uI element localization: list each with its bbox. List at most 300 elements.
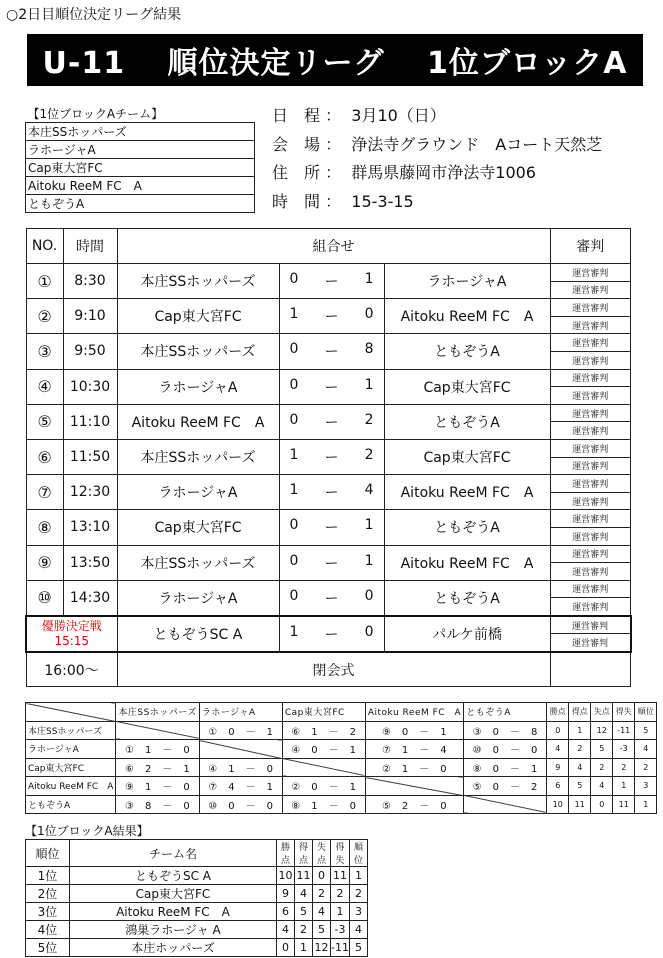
referee-label: 運営審判: [571, 639, 608, 650]
league-result-cell: ⑧ 1 － 0: [282, 795, 365, 814]
match-number: ④: [26, 369, 63, 404]
home-team: 本庄SSホッパーズ: [117, 334, 279, 369]
league-stat-cell: 2: [635, 758, 657, 777]
score-values: [280, 341, 384, 361]
final-label-text: [27, 619, 117, 649]
results-header-stat: 勝点: [277, 840, 295, 867]
away-score: 4: [364, 482, 374, 499]
results-team: 本庄ホッパーズ: [70, 939, 277, 957]
referee-label: 運営審判: [572, 356, 609, 367]
home-score: 1: [289, 447, 299, 464]
results-stat: 5: [313, 921, 331, 939]
league-result-cell: ⑨ 0 － 1: [365, 721, 463, 740]
match-number: ⑧: [26, 510, 63, 545]
referee-cell: [550, 404, 631, 439]
league-stat-cell: 0: [591, 795, 613, 814]
referee-label: 運営審判: [551, 264, 631, 282]
referee-box: [551, 475, 631, 509]
league-row: [26, 795, 657, 814]
away-team: ともぞうA: [384, 580, 550, 616]
home-team: ラホージャA: [117, 369, 279, 404]
home-team: 本庄SSホッパーズ: [117, 439, 279, 474]
info-date: 日 程 ： 3月10（日）: [272, 106, 446, 125]
closing-empty: [550, 652, 631, 687]
score-values: [280, 517, 384, 537]
final-title: 優勝決定戦: [41, 618, 102, 633]
home-score: 0: [289, 552, 299, 569]
league-row-team: ともぞうA: [26, 795, 116, 814]
results-rank: 3位: [26, 903, 70, 921]
schedule-header-time: 時間: [63, 229, 117, 264]
score-separator: ー: [324, 379, 339, 396]
league-stat-cell: -3: [613, 740, 635, 759]
final-match-row: [26, 616, 631, 652]
referee-cell: [550, 510, 631, 545]
match-score: [279, 510, 384, 545]
away-team: ともぞうA: [384, 404, 550, 439]
referee-box: [551, 510, 631, 544]
score-values: [280, 447, 384, 467]
league-stat-cell: 4: [547, 740, 569, 759]
info-address: 住 所 ： 群馬県藤岡市浄法寺1006: [272, 163, 536, 182]
score-values: [280, 482, 384, 502]
results-stat: -11: [331, 939, 350, 957]
league-self-cell: [199, 740, 282, 759]
score-values: [280, 377, 384, 397]
league-result-cell: ① 0 － 1: [199, 721, 282, 740]
league-stat-cell: 5: [635, 721, 657, 740]
home-score: 0: [289, 587, 299, 604]
match-time: 12:30: [63, 475, 117, 510]
match-number: ⑦: [26, 475, 63, 510]
league-stat-header: 得失: [613, 703, 635, 722]
match-score: [279, 616, 384, 652]
league-stat-cell: 4: [591, 777, 613, 796]
referee-cell: [550, 334, 631, 369]
results-stat: 6: [277, 903, 295, 921]
results-stat: 2: [331, 885, 350, 903]
referee-cell: [550, 439, 631, 474]
league-result-cell: ⑨ 1 － 0: [116, 777, 199, 796]
results-stat: 4: [349, 921, 367, 939]
league-result-cell: ② 0 － 1: [282, 777, 365, 796]
page-title: ○2日目順位決定リーグ結果: [6, 7, 182, 23]
league-stat-cell: 1: [635, 795, 657, 814]
away-score: 2: [364, 411, 374, 428]
score-separator: ー: [324, 590, 339, 607]
league-stat-cell: 5: [591, 740, 613, 759]
away-team: ラホージャA: [384, 264, 550, 299]
referee-box: [551, 617, 630, 651]
league-stat-header: 得点: [569, 703, 591, 722]
results-stat: 1: [295, 939, 313, 957]
match-row: [26, 545, 631, 580]
match-number: ⑤: [26, 404, 63, 439]
results-header-team: チーム名: [70, 840, 277, 867]
results-stat: 11: [331, 867, 350, 885]
match-time: 13:50: [63, 545, 117, 580]
home-team: ともぞうSC A: [117, 616, 279, 652]
away-team: Cap東大宮FC: [384, 369, 550, 404]
results-stat: 2: [349, 885, 367, 903]
home-team: 本庄SSホッパーズ: [117, 545, 279, 580]
results-team: Aitoku ReeM FC A: [70, 903, 277, 921]
away-team: Aitoku ReeM FC A: [384, 545, 550, 580]
match-time: 11:10: [63, 404, 117, 439]
league-team-header: Cap東大宮FC: [282, 703, 365, 722]
match-score: [279, 475, 384, 510]
referee-label: 運営審判: [572, 321, 609, 332]
schedule-table: [25, 228, 632, 687]
referee-label: 運営審判: [551, 299, 631, 317]
results-header-stat: 得失: [331, 840, 350, 867]
results-stat: 1: [331, 903, 350, 921]
final-time: 15:15: [54, 633, 90, 648]
referee-box: [551, 581, 631, 615]
score-separator: ー: [324, 309, 339, 326]
league-team-header: ともぞうA: [464, 703, 547, 722]
league-result-cell: ⑧ 0 － 1: [464, 758, 547, 777]
closing-row: [26, 652, 631, 687]
match-time: 9:50: [63, 334, 117, 369]
home-team: Aitoku ReeM FC A: [117, 404, 279, 439]
league-result-cell: ⑤ 2 － 0: [365, 795, 463, 814]
score-values: [280, 553, 384, 573]
away-team: パルケ前橋: [384, 616, 550, 652]
team-list-item: Aitoku ReeM FC A: [26, 177, 255, 195]
results-table: [25, 839, 368, 957]
league-team-header: Aitoku ReeM FC A: [365, 703, 463, 722]
league-self-cell: [116, 721, 199, 740]
referee-label: 運営審判: [551, 617, 630, 635]
referee-label: 運営審判: [551, 475, 631, 493]
league-result-cell: ③ 8 － 0: [116, 795, 199, 814]
info-time: 時 間 ： 15-3-15: [272, 191, 414, 211]
league-stat-cell: 6: [547, 777, 569, 796]
match-row: [26, 475, 631, 510]
results-rank: 4位: [26, 921, 70, 939]
match-score: [279, 264, 384, 299]
results-row: [26, 903, 368, 921]
score-values: [280, 624, 384, 644]
score-separator: ー: [324, 450, 339, 467]
referee-box: [551, 299, 631, 333]
league-stat-cell: 4: [635, 740, 657, 759]
match-row: [26, 439, 631, 474]
league-row-team: 本庄SSホッパーズ: [26, 721, 116, 740]
home-team: 本庄SSホッパーズ: [117, 264, 279, 299]
results-stat: 3: [349, 903, 367, 921]
event-info: [272, 102, 602, 216]
match-score: [279, 334, 384, 369]
referee-label: 運営審判: [572, 427, 609, 438]
teams-box: [25, 104, 255, 213]
away-score: 0: [364, 587, 374, 604]
results-row: [26, 939, 368, 957]
score-separator: ー: [324, 520, 339, 537]
referee-cell: [550, 545, 631, 580]
referee-label: 運営審判: [572, 462, 609, 473]
league-row: [26, 777, 657, 796]
home-score: 1: [289, 306, 299, 323]
away-score: 1: [364, 552, 374, 569]
league-row-team: Aitoku ReeM FC A: [26, 777, 116, 796]
results-row: [26, 885, 368, 903]
results-caption: 【1位ブロックA結果】: [25, 824, 149, 838]
referee-box: [551, 334, 631, 368]
away-score: 8: [364, 341, 374, 358]
away-score: 1: [364, 517, 374, 534]
referee-label: 運営審判: [572, 391, 609, 402]
referee-label: 運営審判: [551, 440, 631, 458]
results-header-rank: 順位: [26, 840, 70, 867]
away-score: 1: [364, 376, 374, 393]
home-score: 1: [289, 623, 299, 640]
results-stat: 11: [295, 867, 313, 885]
referee-cell: [550, 369, 631, 404]
referee-cell: [550, 475, 631, 510]
match-number: ⑨: [26, 545, 63, 580]
league-stat-header: 順位: [635, 703, 657, 722]
team-list-item: ともぞうA: [26, 195, 255, 213]
referee-label: 運営審判: [551, 405, 631, 423]
league-stat-cell: 12: [591, 721, 613, 740]
schedule-header-no: NO.: [26, 229, 63, 264]
home-score: 0: [289, 517, 299, 534]
match-time: 14:30: [63, 580, 117, 616]
match-row: [26, 299, 631, 334]
league-stat-cell: 11: [613, 795, 635, 814]
team-list-item: 本庄SSホッパーズ: [26, 123, 255, 141]
referee-label: 運営審判: [572, 567, 609, 578]
closing-time: 16:00～: [26, 652, 117, 687]
referee-label: 運営審判: [551, 370, 631, 388]
league-row: [26, 721, 657, 740]
referee-cell: [550, 580, 631, 616]
away-score: 2: [364, 447, 374, 464]
referee-box: [551, 405, 631, 439]
referee-cell: [550, 299, 631, 334]
home-score: 1: [289, 482, 299, 499]
match-time: 11:50: [63, 439, 117, 474]
referee-box: [551, 264, 631, 298]
results-header-row: [26, 840, 368, 867]
score-values: [280, 306, 384, 326]
league-stat-header: 失点: [591, 703, 613, 722]
league-self-cell: [282, 758, 365, 777]
info-venue: 会 場 ： 浄法寺グラウンド Aコート天然芝: [272, 134, 603, 154]
teams-box-caption: 【1位ブロックAチーム】: [27, 106, 164, 121]
results-stat: 9: [277, 885, 295, 903]
results-team: Cap東大宮FC: [70, 885, 277, 903]
closing-label: 閉会式: [117, 652, 550, 687]
match-number: ⑩: [26, 580, 63, 616]
referee-label: 運営審判: [551, 546, 631, 564]
match-time: 10:30: [63, 369, 117, 404]
score-separator: ー: [324, 274, 339, 291]
league-result-cell: ③ 0 － 8: [464, 721, 547, 740]
league-row: [26, 758, 657, 777]
match-row: [26, 264, 631, 299]
match-score: [279, 439, 384, 474]
league-team-header: 本庄SSホッパーズ: [116, 703, 199, 722]
away-score: 0: [364, 623, 374, 640]
league-stat-cell: 0: [547, 721, 569, 740]
league-corner: [26, 703, 116, 722]
score-values: [280, 588, 384, 608]
league-result-cell: ⑦ 1 － 4: [365, 740, 463, 759]
home-team: Cap東大宮FC: [117, 510, 279, 545]
home-score: 0: [289, 341, 299, 358]
league-result-cell: ⑩ 0 － 0: [199, 795, 282, 814]
results-stat: 12: [313, 939, 331, 957]
league-stat-cell: 10: [547, 795, 569, 814]
results-stat: 4: [277, 921, 295, 939]
results-team: ともぞうSC A: [70, 867, 277, 885]
results-stat: 2: [313, 885, 331, 903]
league-stat-cell: -11: [613, 721, 635, 740]
results-rank: 2位: [26, 885, 70, 903]
league-row-team: Cap東大宮FC: [26, 758, 116, 777]
match-time: 8:30: [63, 264, 117, 299]
results-row: [26, 867, 368, 885]
results-header-stat: 得点: [295, 840, 313, 867]
score-separator: ー: [324, 485, 339, 502]
match-time: 13:10: [63, 510, 117, 545]
results-row: [26, 921, 368, 939]
match-score: [279, 545, 384, 580]
league-stat-cell: 2: [591, 758, 613, 777]
score-values: [280, 271, 384, 291]
referee-label: 運営審判: [572, 603, 609, 614]
team-list-item: ラホージャA: [26, 141, 255, 159]
referee-label: 運営審判: [551, 334, 631, 352]
match-row: [26, 369, 631, 404]
league-stat-cell: 1: [569, 721, 591, 740]
team-list-item: Cap東大宮FC: [26, 159, 255, 177]
league-stat-header: 勝点: [547, 703, 569, 722]
schedule-header-referee: 審判: [550, 229, 631, 264]
results-rank: 1位: [26, 867, 70, 885]
referee-label: 運営審判: [572, 497, 609, 508]
score-values: [280, 412, 384, 432]
score-separator: ー: [324, 344, 339, 361]
referee-label: 運営審判: [572, 286, 609, 297]
final-label: [26, 616, 117, 652]
home-team: ラホージャA: [117, 475, 279, 510]
match-number: ⑥: [26, 439, 63, 474]
results-header-stat: 失点: [313, 840, 331, 867]
results-stat: 1: [349, 867, 367, 885]
results-stat: 5: [295, 903, 313, 921]
match-row: [26, 510, 631, 545]
league-result-cell: ② 1 － 0: [365, 758, 463, 777]
match-score: [279, 299, 384, 334]
home-score: 0: [289, 376, 299, 393]
match-score: [279, 369, 384, 404]
league-stat-cell: 2: [613, 758, 635, 777]
referee-label: 運営審判: [551, 581, 631, 599]
league-row: [26, 740, 657, 759]
away-team: Cap東大宮FC: [384, 439, 550, 474]
results-stat: 0: [313, 867, 331, 885]
league-team-header: ラホージャA: [199, 703, 282, 722]
home-team: ラホージャA: [117, 580, 279, 616]
away-score: 0: [364, 306, 374, 323]
league-result-cell: ⑥ 2 － 1: [116, 758, 199, 777]
match-score: [279, 580, 384, 616]
referee-box: [551, 546, 631, 580]
league-row-team: ラホージャA: [26, 740, 116, 759]
match-score: [279, 404, 384, 439]
league-result-cell: ① 1 － 0: [116, 740, 199, 759]
results-stat: 5: [349, 939, 367, 957]
league-stat-cell: 5: [569, 777, 591, 796]
away-team: Aitoku ReeM FC A: [384, 299, 550, 334]
league-header-row: [26, 703, 657, 722]
results-stat: 10: [277, 867, 295, 885]
league-self-cell: [365, 777, 463, 796]
away-score: 1: [364, 271, 374, 288]
schedule-header-match: 組合せ: [117, 229, 550, 264]
league-stat-cell: 4: [569, 758, 591, 777]
referee-cell: [550, 264, 631, 299]
results-stat: 0: [277, 939, 295, 957]
home-score: 0: [289, 271, 299, 288]
score-separator: ー: [324, 626, 339, 643]
league-result-cell: ④ 0 － 1: [282, 740, 365, 759]
league-result-cell: ⑦ 4 － 1: [199, 777, 282, 796]
league-stat-cell: 2: [569, 740, 591, 759]
league-result-cell: ⑩ 0 － 0: [464, 740, 547, 759]
league-stat-cell: 11: [569, 795, 591, 814]
match-row: [26, 404, 631, 439]
results-rank: 5位: [26, 939, 70, 957]
referee-cell: [550, 616, 631, 652]
results-stat: 2: [295, 921, 313, 939]
league-result-cell: ⑥ 1 － 2: [282, 721, 365, 740]
league-table: [25, 702, 657, 814]
referee-box: [551, 440, 631, 474]
match-number: ③: [26, 334, 63, 369]
results-stat: 4: [313, 903, 331, 921]
league-stat-cell: 3: [635, 777, 657, 796]
match-time: 9:10: [63, 299, 117, 334]
score-separator: ー: [324, 555, 339, 572]
league-self-cell: [464, 795, 547, 814]
score-separator: ー: [324, 414, 339, 431]
match-number: ②: [26, 299, 63, 334]
match-row: [26, 334, 631, 369]
away-team: ともぞうA: [384, 334, 550, 369]
league-result-cell: ⑤ 0 － 2: [464, 777, 547, 796]
away-team: ともぞうA: [384, 510, 550, 545]
results-team: 鴻巣ラホージャ A: [70, 921, 277, 939]
league-stat-cell: 9: [547, 758, 569, 777]
results-stat: -3: [331, 921, 350, 939]
referee-label: 運営審判: [572, 532, 609, 543]
away-team: Aitoku ReeM FC A: [384, 475, 550, 510]
home-score: 0: [289, 411, 299, 428]
match-number: ①: [26, 264, 63, 299]
results-header-stat: 順位: [349, 840, 367, 867]
results-stat: 4: [295, 885, 313, 903]
league-result-cell: ④ 1 － 0: [199, 758, 282, 777]
referee-box: [551, 370, 631, 404]
banner-title: U-11 順位決定リーグ 1位ブロックA: [27, 34, 643, 86]
home-team: Cap東大宮FC: [117, 299, 279, 334]
referee-label: 運営審判: [551, 510, 631, 528]
